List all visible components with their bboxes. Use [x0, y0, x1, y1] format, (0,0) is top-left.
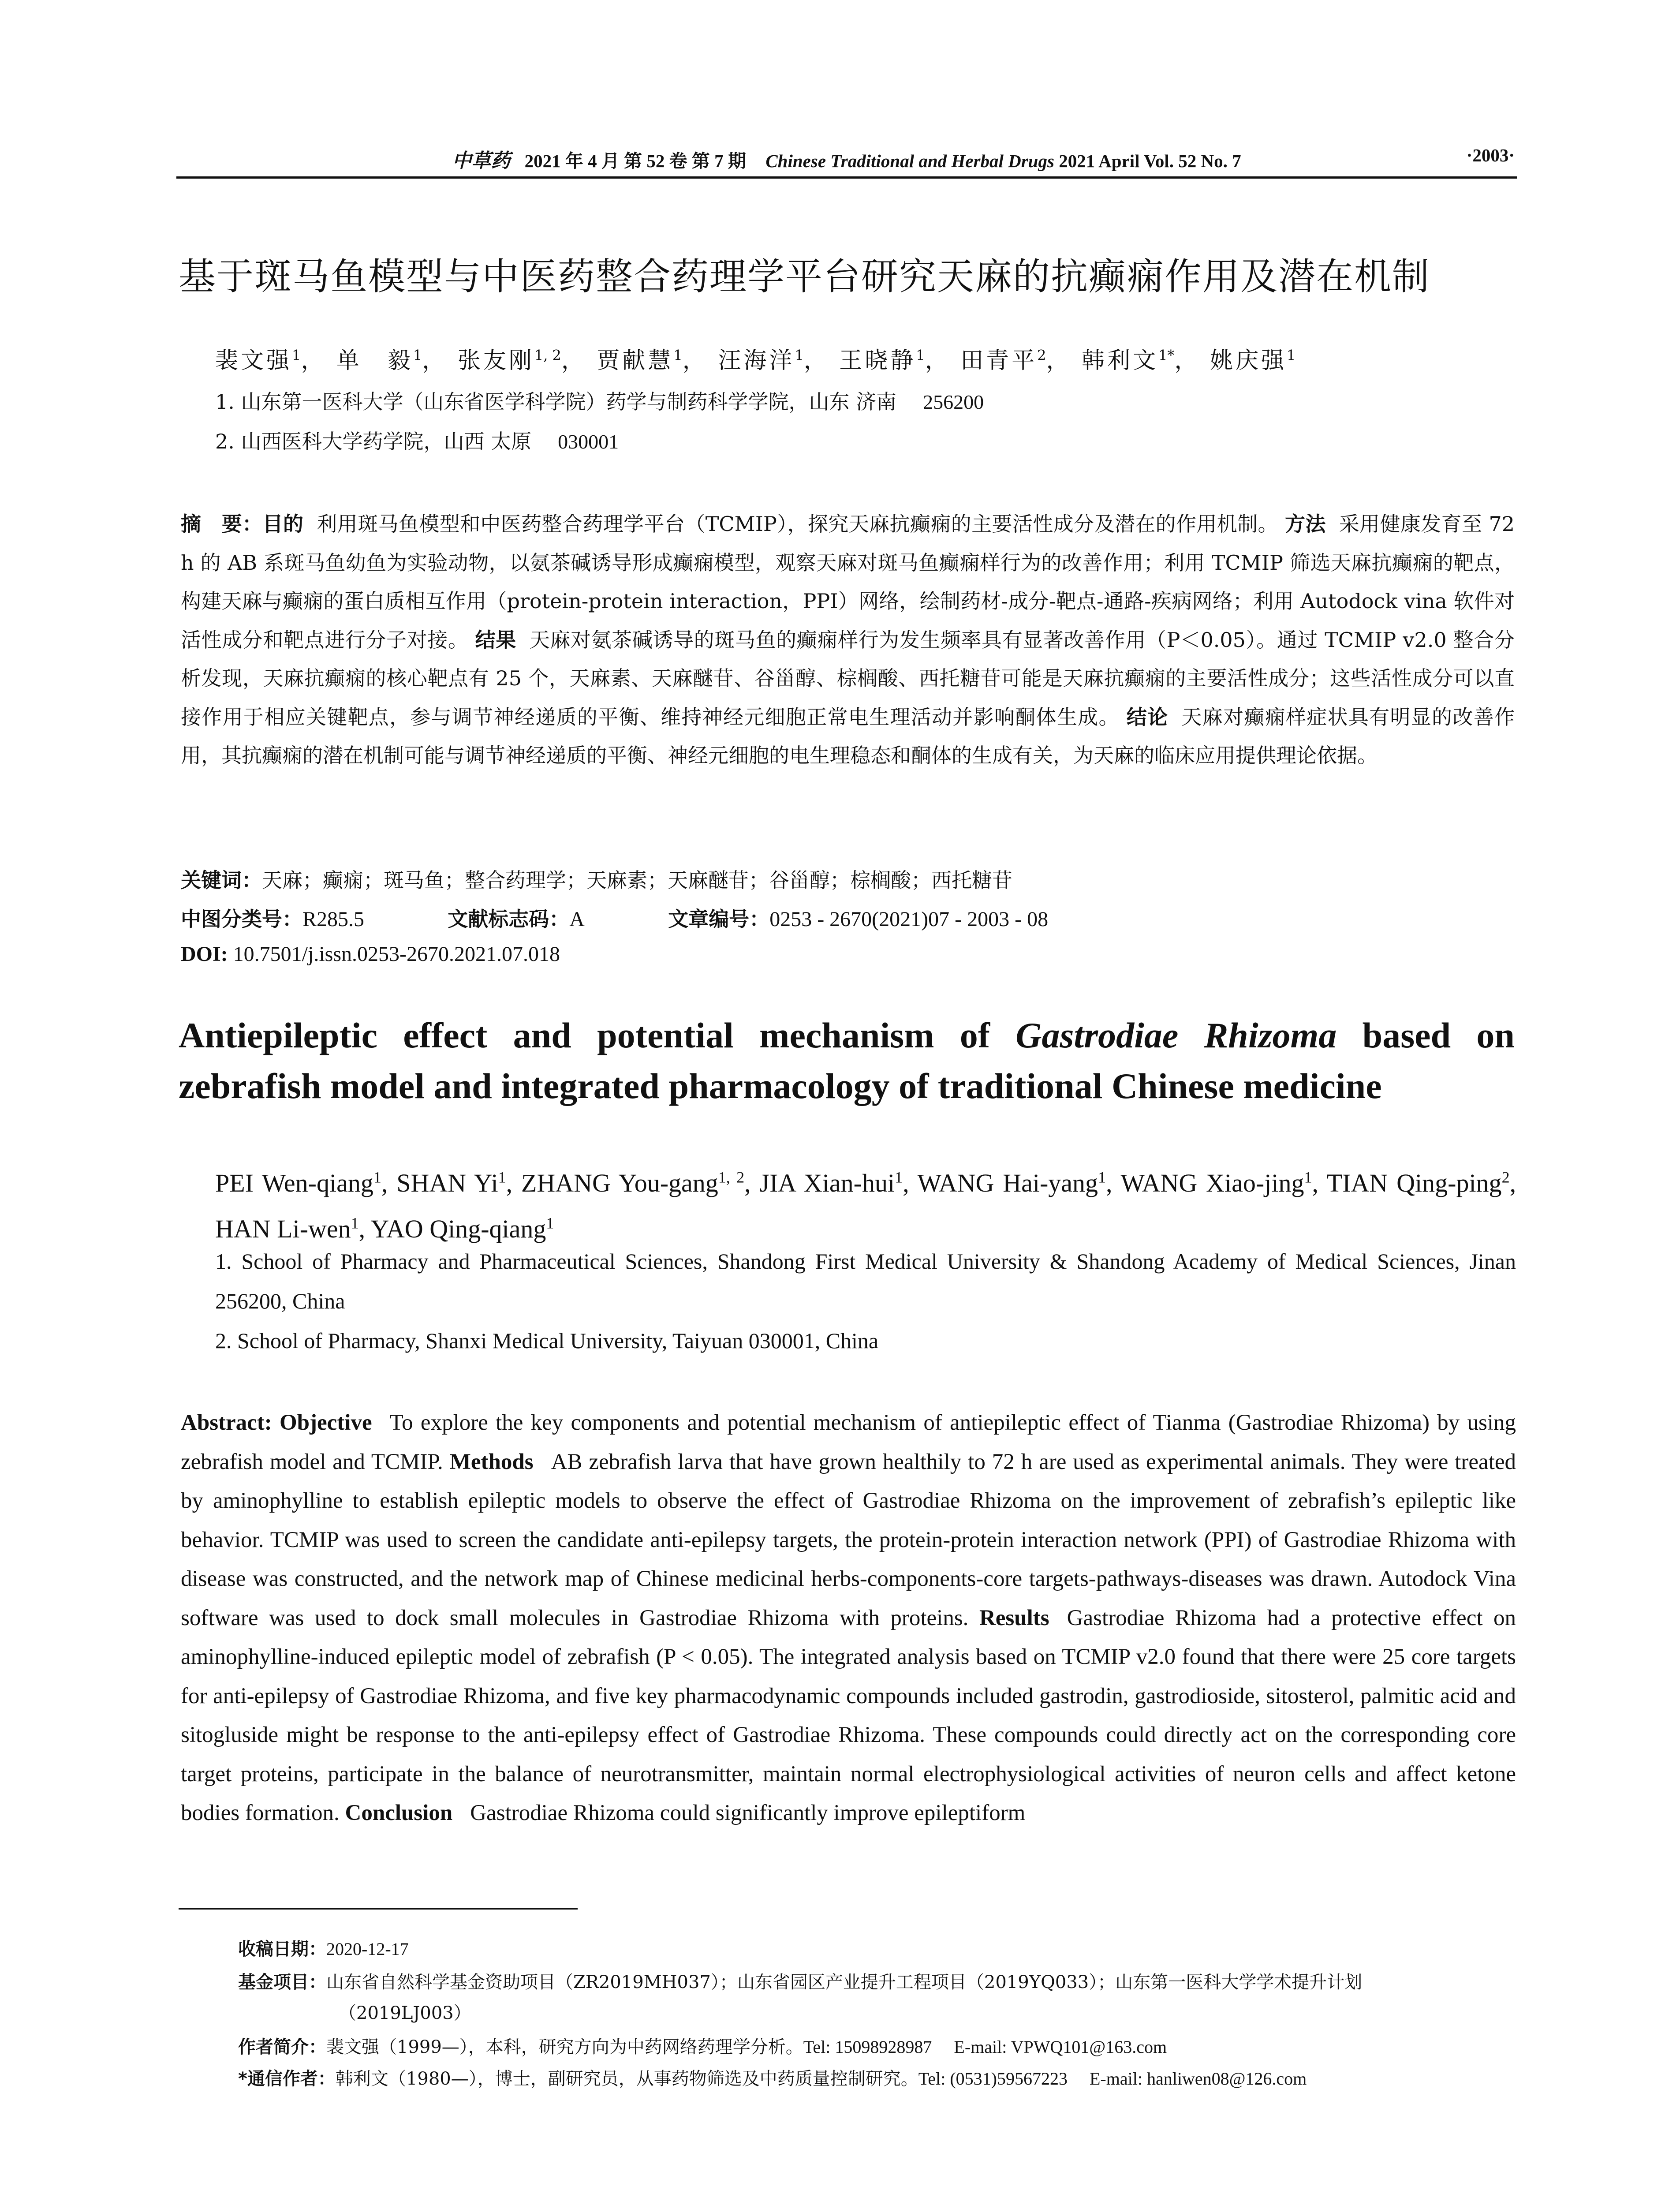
keywords: 关键词：天麻；癫痫；斑马鱼；整合药理学；天麻素；天麻醚苷；谷甾醇；棕榈酸；西托糖苷 [181, 868, 1012, 892]
affiliation-cn-2: 2. 山西医科大学药学院，山西 太原 030001 [215, 430, 619, 453]
abstract-en: Abstract: Objective To explore the key components and potential mechanism of antiepileptic effect of Tianma (Gastrodiae Rhizoma) by using zebrafish model and TCMIP. Methods AB zebrafish larva that have grown healthily to 72 h are used as experimental animals. They were treated by aminophylline to establish epileptic models to observe the effect of Gastrodiae Rhizoma on the improvement of zebrafish’s epileptic like behavior. TCMIP was used to screen the candidate anti-epilepsy targets, the protein-protein interaction network (PPI) of Gastrodiae Rhizoma with disease was constructed, and the network map of Chinese medicinal herbs-components-core targets-pathways-diseases was drawn. Autodock Vina software was used to dock small molecules in Gastrodiae Rhizoma with proteins. Results Gastrodiae Rhizoma had a protective effect on aminophylline-induced epileptic model of zebrafish (P < 0.05). The integrated analysis based on TCMIP v2.0 found that there were 25 core targets for anti-epilepsy of Gastrodiae Rhizoma, and five key pharmacodynamic compounds included gastrodin, gastrodioside, sitosterol, palmitic acid and sitogluside might be response to the anti-epilepsy effect of Gastrodiae Rhizoma. These compounds could directly act on the corresponding core target proteins, participate in the balance of neurotransmitter, maintain normal electrophysiological activities of neuron cells and affect ketone bodies formation. Conclusion Gastrodiae Rhizoma could significantly improve epileptiform [181, 1410, 1516, 1825]
footnote-author: 作者简介：裴文强（1999—），本科，研究方向为中药网络药理学分析。Tel: 15098928987 E-mail: VPWQ101@163.com [238, 2037, 1167, 2057]
author-cn: 姚庆强$^1$ [1210, 347, 1296, 374]
affiliation-cn-1: 1. 山东第一医科大学（山东省医学科学院）药学与制药科学学院，山东 济南 256200 [215, 390, 984, 414]
author-en: ZHANG You-gang$^{1, 2}$ [521, 1169, 745, 1198]
footnote-corresponding: *通信作者：韩利文（1980—），博士，副研究员，从事药物筛选及中药质量控制研究。Tel: (0531)59567223 E-mail: hanliwen08@126.com [238, 2069, 1307, 2089]
author-cn: 王晓静$^1$ [839, 347, 925, 374]
title-cn: 基于斑马鱼模型与中医药整合药理学平台研究天麻的抗癫痫作用及潜在机制 [179, 255, 1430, 298]
author-cn: 单 毅$^1$ [336, 347, 422, 374]
abstract-cn: 摘 要：目的 利用斑马鱼模型和中医药整合药理学平台（TCMIP），探究天麻抗癫痫的主要活性成分及潜在的作用机制。 方法 采用健康发育至 72 h 的 AB 系斑马鱼幼鱼为实验动物，以氨茶碱诱导形成癫痫模型，观察天麻对斑马鱼癫痫样行为的改善作用；利用 TCMIP 筛选天麻抗癫痫的靶点，构建天麻与癫痫的蛋白质相互作用（protein-protein interaction，PPI）网络，绘制药材-成分-靶点-通路-疾病网络；利用 Autodock vina 软件对活性成分和靶点进行分子对接。 结果 天麻对氨茶碱诱导的斑马鱼的癫痫样行为发生频率具有显著改善作用（P＜0.05）。通过 TCMIP v2.0 整合分析发现，天麻抗癫痫的核心靶点有 25 个，天麻素、天麻醚苷、谷甾醇、棕榈酸、西托糖苷可能是天麻抗癫痫的主要活性成分；这些活性成分可以直接作用于相应关键靶点，参与调节神经递质的平衡、维持神经元细胞正常电生理活动并影响酮体生成。 结论 天麻对癫痫样症状具有明显的改善作用，其抗癫痫的潜在机制可能与调节神经递质的平衡、神经元细胞的电生理稳态和酮体的生成有关，为天麻的临床应用提供理论依据。 [181, 512, 1515, 767]
author-en: PEI Wen-qiang$^1$ [215, 1169, 381, 1198]
journal-name-en: Chinese Traditional and Herbal Drugs [765, 151, 1054, 171]
issue-cn: 2021 年 4 月 第 52 卷 第 7 期 [524, 151, 746, 171]
author-cn: 裴文强$^1$ [215, 347, 301, 374]
author-en: WANG Hai-yang$^1$ [917, 1169, 1106, 1198]
journal-name-cn: 中草药 [452, 149, 511, 172]
affiliation-en-2: 2. School of Pharmacy, Shanxi Medical University, Taiyuan 030001, China [215, 1328, 879, 1353]
affiliation-en-1: 1. School of Pharmacy and Pharmaceutical Sciences, Shandong First Medical University & Shandong Academy of Medical Sciences, Jinan 256200, China [215, 1249, 1516, 1313]
author-cn: 贾献慧$^1$ [597, 347, 683, 374]
author-cn: 韩利文$^{1*}$ [1082, 347, 1175, 374]
author-cn: 田青平$^2$ [960, 347, 1046, 374]
authors-en: PEI Wen-qiang$^1$, SHAN Yi$^1$, ZHANG You-gang$^{1, 2}$, JIA Xian-hui$^1$, WANG Hai-yang$^1$, WANG Xiao-jing$^1$, TIAN Qing-ping$^2$, HAN Li-wen$^1$, YAO Qing-qiang$^1$ [215, 1169, 1516, 1243]
author-en: JIA Xian-hui$^1$ [759, 1169, 903, 1198]
footnote-received: 收稿日期：2020-12-17 [238, 1939, 409, 1959]
page-number: ·2003· [1466, 145, 1515, 165]
author-cn: 张友刚$^{1, 2}$ [457, 347, 561, 374]
running-header [179, 142, 1515, 172]
authors-cn: 裴文强$^1$， 单 毅$^1$， 张友刚$^{1, 2}$， 贾献慧$^1$， 汪海洋$^1$， 王晓静$^1$， 田青平$^2$， 韩利文$^{1*}$， 姚庆强$^1$ [215, 347, 1296, 374]
issue-en: 2021 April Vol. 52 No. 7 [1059, 151, 1241, 171]
author-en: SHAN Yi$^1$ [396, 1169, 506, 1198]
header-rule [176, 176, 1517, 179]
author-cn: 汪海洋$^1$ [718, 347, 804, 374]
author-en: WANG Xiao-jing$^1$ [1120, 1169, 1312, 1198]
author-en: HAN Li-wen$^1$ [215, 1214, 359, 1243]
footnote-fund-cont: （2019LJ003） [339, 2003, 471, 2023]
footnote-fund: 基金项目：山东省自然科学基金资助项目（ZR2019MH037）；山东省园区产业提升工程项目（2019YQ033）；山东第一医科大学学术提升计划 [238, 1972, 1363, 1992]
footnote-rule [179, 1908, 578, 1910]
author-en: TIAN Qing-ping$^2$ [1326, 1169, 1510, 1198]
doi: DOI: 10.7501/j.issn.0253-2670.2021.07.018 [181, 942, 560, 966]
author-en: YAO Qing-qiang$^1$ [370, 1214, 554, 1243]
title-en: Antiepileptic effect and potential mechanism of Gastrodiae Rhizoma based on zebrafish model and integrated pharmacology of traditional Chinese medicine [179, 1015, 1515, 1106]
classification: 中图分类号：R285.5 文献标志码：A 文章编号：0253 - 2670(2021)07 - 2003 - 08 [181, 907, 1049, 931]
